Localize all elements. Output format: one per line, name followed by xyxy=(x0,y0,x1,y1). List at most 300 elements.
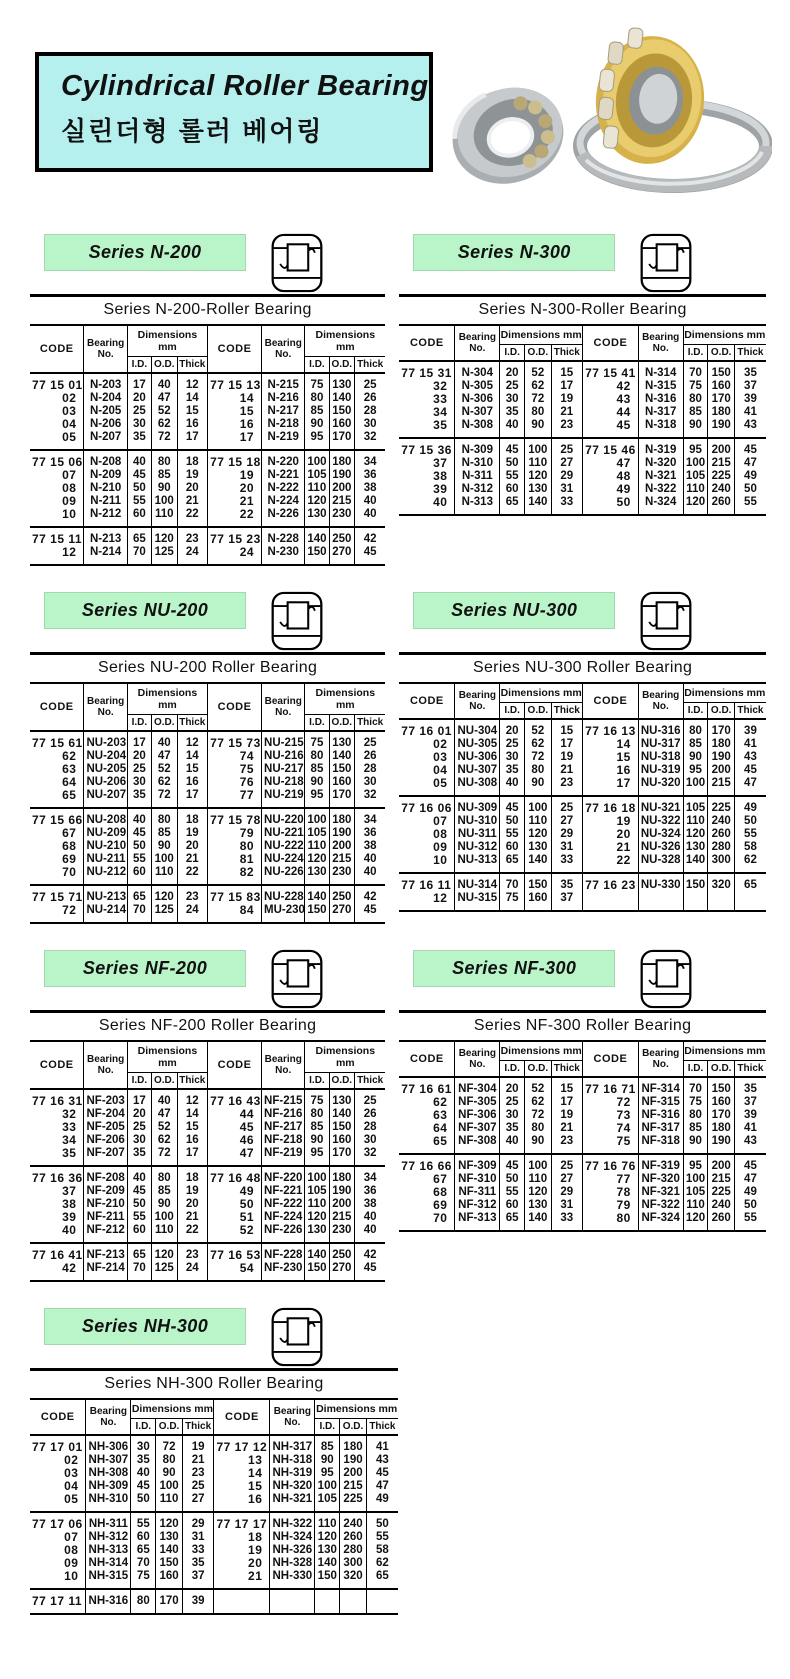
od-cell: 170 xyxy=(708,719,734,738)
thick-cell xyxy=(366,1589,398,1614)
thick-cell: 37 xyxy=(734,1096,766,1109)
thick-cell: 50 xyxy=(734,1199,766,1212)
od-cell: 80 xyxy=(151,1166,177,1185)
table-row xyxy=(399,419,766,438)
bearing-no-cell: NF-217 xyxy=(262,1121,305,1134)
id-cell: 30 xyxy=(131,1435,156,1454)
thick-cell: 62 xyxy=(366,1557,398,1570)
header-thick: Thick xyxy=(177,1073,208,1090)
id-cell: 65 xyxy=(131,1544,156,1557)
bearing-no-cell: NF-306 xyxy=(455,1109,500,1122)
code-cell: 08 xyxy=(30,1544,86,1557)
code-cell: 18 xyxy=(214,1531,270,1544)
id-cell: 140 xyxy=(305,1243,329,1262)
table-row xyxy=(30,431,385,450)
thick-cell: 42 xyxy=(355,527,386,546)
bearing-no-cell: NU-318 xyxy=(638,751,683,764)
header-code: CODE xyxy=(30,683,84,731)
code-cell: 05 xyxy=(30,1493,86,1512)
thick-cell: 23 xyxy=(551,419,583,438)
bearing-no-cell: NF-230 xyxy=(262,1262,305,1281)
bearing-table xyxy=(30,1368,398,1615)
code-cell: 32 xyxy=(399,380,455,393)
steel-roller-bearing-photo xyxy=(441,75,575,196)
bearing-no-cell: NU-306 xyxy=(455,751,500,764)
bearing-no-cell: N-317 xyxy=(638,406,683,419)
code-cell: 74 xyxy=(583,1122,639,1135)
table-row xyxy=(399,719,766,738)
series-section-nh-300 xyxy=(30,1306,398,1615)
id-cell: 30 xyxy=(127,1134,151,1147)
bearing-no-cell: N-210 xyxy=(84,482,127,495)
code-cell: 10 xyxy=(30,508,84,527)
code-cell: 62 xyxy=(30,750,84,763)
id-cell: 150 xyxy=(305,904,329,923)
thick-cell: 55 xyxy=(734,496,766,515)
id-cell: 110 xyxy=(683,815,708,828)
bearing-no-cell: NF-304 xyxy=(455,1077,500,1096)
code-cell: 05 xyxy=(399,777,455,796)
bearing-no-cell: NU-320 xyxy=(638,777,683,796)
od-cell: 140 xyxy=(156,1544,182,1557)
id-cell xyxy=(683,892,708,911)
code-cell: 47 xyxy=(208,1147,262,1166)
header-bearing-no: Bearing No. xyxy=(84,1041,127,1089)
code-cell: 33 xyxy=(399,393,455,406)
code-cell: 63 xyxy=(399,1109,455,1122)
thick-cell: 34 xyxy=(355,808,386,827)
code-cell: 77 xyxy=(583,1173,639,1186)
header-id: I.D. xyxy=(305,715,329,732)
id-cell: 55 xyxy=(131,1512,156,1531)
thick-cell: 25 xyxy=(551,438,583,457)
id-cell: 25 xyxy=(500,1096,525,1109)
id-cell: 85 xyxy=(305,1121,329,1134)
bearing-no-cell: NF-226 xyxy=(262,1224,305,1243)
od-cell: 120 xyxy=(151,527,177,546)
bearing-no-cell: NU-222 xyxy=(262,840,305,853)
table-row xyxy=(399,873,766,892)
thick-cell: 55 xyxy=(734,1212,766,1231)
bearing-cross-section-icon xyxy=(637,232,695,294)
thick-cell: 16 xyxy=(177,418,208,431)
bearing-no-cell: N-207 xyxy=(84,431,127,450)
bearing-no-cell: N-220 xyxy=(262,450,305,469)
id-cell: 45 xyxy=(500,1154,525,1173)
code-cell: 20 xyxy=(208,482,262,495)
code-cell: 14 xyxy=(214,1467,270,1480)
thick-cell: 38 xyxy=(355,482,386,495)
od-cell: 85 xyxy=(151,469,177,482)
bearing-no-cell: NU-322 xyxy=(638,815,683,828)
thick-cell: 14 xyxy=(177,1108,208,1121)
code-cell: 20 xyxy=(214,1557,270,1570)
code-cell: 33 xyxy=(30,1121,84,1134)
bearing-no-cell: N-216 xyxy=(262,392,305,405)
bearing-no-cell: N-221 xyxy=(262,469,305,482)
id-cell: 75 xyxy=(305,1089,329,1108)
bearing-no-cell: NU-209 xyxy=(84,827,127,840)
code-cell: 40 xyxy=(399,496,455,515)
od-cell: 160 xyxy=(156,1570,182,1589)
code-cell: 74 xyxy=(208,750,262,763)
id-cell: 90 xyxy=(315,1454,340,1467)
od-cell: 110 xyxy=(525,1173,551,1186)
od-cell: 150 xyxy=(525,873,551,892)
bearing-no-cell: N-222 xyxy=(262,482,305,495)
thick-cell: 25 xyxy=(355,1089,386,1108)
table-row xyxy=(399,1212,766,1231)
bearing-no-cell: NU-204 xyxy=(84,750,127,763)
header-code: CODE xyxy=(30,1041,84,1089)
header-id: I.D. xyxy=(500,1061,525,1078)
od-cell: 170 xyxy=(329,431,355,450)
code-cell: 79 xyxy=(208,827,262,840)
thick-cell: 35 xyxy=(182,1557,214,1570)
code-cell: 77 16 76 xyxy=(583,1154,639,1173)
bearing-no-cell: NF-207 xyxy=(84,1147,127,1166)
code-cell: 19 xyxy=(208,469,262,482)
bearing-no-cell: N-315 xyxy=(638,380,683,393)
bearing-no-cell: N-319 xyxy=(638,438,683,457)
code-cell: 77 16 01 xyxy=(399,719,455,738)
od-cell: 230 xyxy=(329,1224,355,1243)
od-cell: 150 xyxy=(156,1557,182,1570)
code-cell: 34 xyxy=(30,1134,84,1147)
code-cell: 16 xyxy=(208,418,262,431)
od-cell: 160 xyxy=(329,776,355,789)
bearing-no-cell: NF-314 xyxy=(638,1077,683,1096)
code-cell: 77 15 61 xyxy=(30,731,84,750)
code-cell: 04 xyxy=(399,764,455,777)
code-cell: 77 15 73 xyxy=(208,731,262,750)
series-section-nf-300 xyxy=(399,948,766,1282)
header-thick: Thick xyxy=(551,1061,583,1078)
bearing-no-cell: NU-315 xyxy=(455,892,500,911)
table-row xyxy=(30,1134,385,1147)
section-row xyxy=(30,1306,766,1615)
bearing-no-cell: NU-206 xyxy=(84,776,127,789)
table-title: Series NF-200 Roller Bearing xyxy=(30,1012,385,1042)
thick-cell: 62 xyxy=(734,854,766,873)
id-cell: 90 xyxy=(683,1135,708,1154)
thick-cell: 39 xyxy=(734,719,766,738)
od-cell: 110 xyxy=(525,457,551,470)
od-cell: 190 xyxy=(708,419,734,438)
thick-cell: 39 xyxy=(734,1109,766,1122)
thick-cell: 27 xyxy=(182,1493,214,1512)
code-cell: 19 xyxy=(214,1544,270,1557)
thick-cell: 21 xyxy=(551,1122,583,1135)
od-cell xyxy=(340,1589,366,1614)
od-cell: 80 xyxy=(151,808,177,827)
id-cell: 60 xyxy=(127,1224,151,1243)
id-cell: 30 xyxy=(500,751,525,764)
header-dimensions: Dimensions mm xyxy=(127,683,207,715)
id-cell: 60 xyxy=(500,841,525,854)
bearing-table xyxy=(399,1010,766,1232)
code-cell: 64 xyxy=(399,1122,455,1135)
thick-cell: 40 xyxy=(355,1211,386,1224)
od-cell: 85 xyxy=(151,827,177,840)
code-cell: 72 xyxy=(30,904,84,923)
code-cell: 46 xyxy=(208,1134,262,1147)
code-cell: 09 xyxy=(30,1557,86,1570)
table-row xyxy=(30,1544,398,1557)
id-cell: 80 xyxy=(305,392,329,405)
thick-cell: 15 xyxy=(177,763,208,776)
header-thick: Thick xyxy=(734,1061,766,1078)
bearing-no-cell: NU-210 xyxy=(84,840,127,853)
thick-cell: 42 xyxy=(355,1243,386,1262)
code-cell: 44 xyxy=(208,1108,262,1121)
code-cell: 77 xyxy=(208,789,262,808)
id-cell: 85 xyxy=(683,738,708,751)
bearing-no-cell: N-313 xyxy=(455,496,500,515)
id-cell: 45 xyxy=(500,438,525,457)
code-cell: 04 xyxy=(30,1480,86,1493)
thick-cell: 24 xyxy=(177,904,208,923)
bearing-no-cell: NU-221 xyxy=(262,827,305,840)
thick-cell: 47 xyxy=(734,777,766,796)
code-cell: 50 xyxy=(583,496,639,515)
id-cell: 90 xyxy=(305,776,329,789)
thick-cell: 27 xyxy=(551,815,583,828)
bearing-no-cell: NU-207 xyxy=(84,789,127,808)
bearing-no-cell: NF-214 xyxy=(84,1262,127,1281)
od-cell: 200 xyxy=(708,1154,734,1173)
od-cell: 320 xyxy=(708,873,734,892)
table-row xyxy=(30,1262,385,1281)
code-cell: 39 xyxy=(399,483,455,496)
od-cell: 90 xyxy=(525,777,551,796)
header-od: O.D. xyxy=(525,703,551,720)
od-cell: 180 xyxy=(329,808,355,827)
series-section-nu-300 xyxy=(399,590,766,924)
bearing-no-cell: N-204 xyxy=(84,392,127,405)
id-cell: 70 xyxy=(127,904,151,923)
thick-cell: 40 xyxy=(355,1224,386,1243)
od-cell: 160 xyxy=(329,418,355,431)
code-cell: 09 xyxy=(399,841,455,854)
thick-cell: 37 xyxy=(734,380,766,393)
code-cell: 35 xyxy=(30,1147,84,1166)
brass-cylindrical-bearing-with-outer-ring-photo xyxy=(580,25,766,186)
code-cell: 03 xyxy=(399,751,455,764)
code-cell: 22 xyxy=(208,508,262,527)
table-row xyxy=(399,380,766,393)
bearing-no-cell: NU-321 xyxy=(638,796,683,815)
bearing-no-cell: N-312 xyxy=(455,483,500,496)
header-od: O.D. xyxy=(708,345,734,362)
id-cell: 40 xyxy=(127,1166,151,1185)
series-banner-label: Series NF-200 xyxy=(82,958,208,978)
thick-cell: 14 xyxy=(177,750,208,763)
od-cell: 80 xyxy=(156,1454,182,1467)
od-cell: 270 xyxy=(329,546,355,565)
id-cell: 55 xyxy=(127,1211,151,1224)
bearing-no-cell: NF-211 xyxy=(84,1211,127,1224)
thick-cell: 18 xyxy=(177,1166,208,1185)
id-cell: 110 xyxy=(315,1512,340,1531)
thick-cell: 14 xyxy=(177,392,208,405)
thick-cell: 32 xyxy=(355,431,386,450)
od-cell: 125 xyxy=(151,1262,177,1281)
code-cell: 07 xyxy=(30,1531,86,1544)
thick-cell: 43 xyxy=(734,1135,766,1154)
thick-cell: 49 xyxy=(366,1493,398,1512)
od-cell: 72 xyxy=(525,1109,551,1122)
table-row xyxy=(399,1199,766,1212)
series-banner xyxy=(413,592,615,629)
code-cell: 73 xyxy=(583,1109,639,1122)
od-cell: 240 xyxy=(708,1199,734,1212)
od-cell: 200 xyxy=(329,840,355,853)
id-cell: 110 xyxy=(683,1199,708,1212)
bearing-no-cell: N-203 xyxy=(84,373,127,392)
od-cell: 100 xyxy=(151,1211,177,1224)
bearing-cross-section-icon xyxy=(637,948,695,1010)
bearing-no-cell: NH-315 xyxy=(86,1570,131,1589)
bearing-no-cell: N-211 xyxy=(84,495,127,508)
thick-cell: 12 xyxy=(177,731,208,750)
od-cell: 100 xyxy=(151,495,177,508)
code-cell: 54 xyxy=(208,1262,262,1281)
code-cell: 50 xyxy=(208,1198,262,1211)
od-cell: 140 xyxy=(329,750,355,763)
od-cell: 72 xyxy=(525,393,551,406)
id-cell: 65 xyxy=(127,885,151,904)
thick-cell: 33 xyxy=(182,1544,214,1557)
bearing-no-cell: NF-317 xyxy=(638,1122,683,1135)
code-cell: 77 16 66 xyxy=(399,1154,455,1173)
bearing-no-cell: NU-326 xyxy=(638,841,683,854)
id-cell: 70 xyxy=(500,873,525,892)
od-cell: 170 xyxy=(156,1589,182,1614)
od-cell: 110 xyxy=(151,1224,177,1243)
code-cell: 75 xyxy=(583,1135,639,1154)
table-row xyxy=(399,1186,766,1199)
id-cell: 60 xyxy=(131,1531,156,1544)
bearing-no-cell: N-208 xyxy=(84,450,127,469)
bearing-no-cell: NU-316 xyxy=(638,719,683,738)
thick-cell: 27 xyxy=(551,1173,583,1186)
table-title: Series NF-300 Roller Bearing xyxy=(399,1012,766,1042)
id-cell: 100 xyxy=(683,1173,708,1186)
od-cell: 140 xyxy=(329,1108,355,1121)
table-row xyxy=(30,1531,398,1544)
bearing-no-cell: N-206 xyxy=(84,418,127,431)
table-row xyxy=(30,1454,398,1467)
id-cell: 90 xyxy=(305,418,329,431)
code-cell: 77 17 01 xyxy=(30,1435,86,1454)
id-cell: 120 xyxy=(305,853,329,866)
id-cell: 25 xyxy=(500,380,525,393)
od-cell: 125 xyxy=(151,904,177,923)
od-cell: 225 xyxy=(340,1493,366,1512)
thick-cell: 33 xyxy=(551,496,583,515)
id-cell: 30 xyxy=(127,776,151,789)
thick-cell: 29 xyxy=(182,1512,214,1531)
code-cell: 79 xyxy=(583,1199,639,1212)
series-banner-label: Series N-300 xyxy=(457,242,571,262)
od-cell: 190 xyxy=(329,1185,355,1198)
table-row xyxy=(399,457,766,470)
bearing-no-cell: N-311 xyxy=(455,470,500,483)
id-cell: 90 xyxy=(683,419,708,438)
id-cell: 70 xyxy=(683,361,708,380)
bearing-no-cell xyxy=(638,892,683,911)
od-cell: 72 xyxy=(156,1435,182,1454)
table-row xyxy=(30,866,385,885)
thick-cell: 31 xyxy=(551,841,583,854)
table-row xyxy=(30,776,385,789)
table-row xyxy=(30,1166,385,1185)
code-cell: 49 xyxy=(208,1185,262,1198)
id-cell: 40 xyxy=(131,1467,156,1480)
od-cell: 62 xyxy=(525,738,551,751)
thick-cell: 43 xyxy=(734,419,766,438)
thick-cell: 33 xyxy=(551,1212,583,1231)
od-cell: 190 xyxy=(329,469,355,482)
header-dimensions: Dimensions mm xyxy=(315,1399,398,1419)
bearing-no-cell: NU-308 xyxy=(455,777,500,796)
header-bearing-no: Bearing No. xyxy=(455,325,500,361)
od-cell: 320 xyxy=(340,1570,366,1589)
bearing-no-cell: NH-326 xyxy=(270,1544,315,1557)
code-cell: 77 15 83 xyxy=(208,885,262,904)
bearing-no-cell: NH-310 xyxy=(86,1493,131,1512)
code-cell: 10 xyxy=(30,1570,86,1589)
od-cell: 260 xyxy=(708,496,734,515)
header-code: CODE xyxy=(583,683,639,719)
header-od: O.D. xyxy=(708,703,734,720)
code-cell: 16 xyxy=(214,1493,270,1512)
header-code: CODE xyxy=(208,325,262,373)
table-row xyxy=(30,1224,385,1243)
bearing-no-cell: N-228 xyxy=(262,527,305,546)
od-cell: 90 xyxy=(151,840,177,853)
code-cell: 77 16 11 xyxy=(399,873,455,892)
code-cell: 42 xyxy=(583,380,639,393)
code-cell: 77 15 36 xyxy=(399,438,455,457)
od-cell: 280 xyxy=(340,1544,366,1557)
id-cell: 75 xyxy=(131,1570,156,1589)
table-row xyxy=(30,840,385,853)
code-cell: 64 xyxy=(30,776,84,789)
id-cell: 40 xyxy=(500,419,525,438)
header-thick: Thick xyxy=(551,703,583,720)
bearing-no-cell: NH-320 xyxy=(270,1480,315,1493)
code-cell: 67 xyxy=(30,827,84,840)
thick-cell: 16 xyxy=(177,776,208,789)
id-cell: 17 xyxy=(127,1089,151,1108)
thick-cell: 38 xyxy=(355,1198,386,1211)
od-cell: 72 xyxy=(525,751,551,764)
thick-cell: 16 xyxy=(177,1134,208,1147)
bearing-no-cell: N-306 xyxy=(455,393,500,406)
series-section-n-200 xyxy=(30,232,385,566)
code-cell: 14 xyxy=(208,392,262,405)
id-cell: 70 xyxy=(131,1557,156,1570)
bearing-table xyxy=(399,652,766,912)
bearing-no-cell: NF-318 xyxy=(638,1135,683,1154)
od-cell: 215 xyxy=(329,1211,355,1224)
id-cell: 60 xyxy=(127,508,151,527)
code-cell: 15 xyxy=(214,1480,270,1493)
header-dimensions: Dimensions mm xyxy=(305,683,385,715)
id-cell: 130 xyxy=(305,508,329,527)
